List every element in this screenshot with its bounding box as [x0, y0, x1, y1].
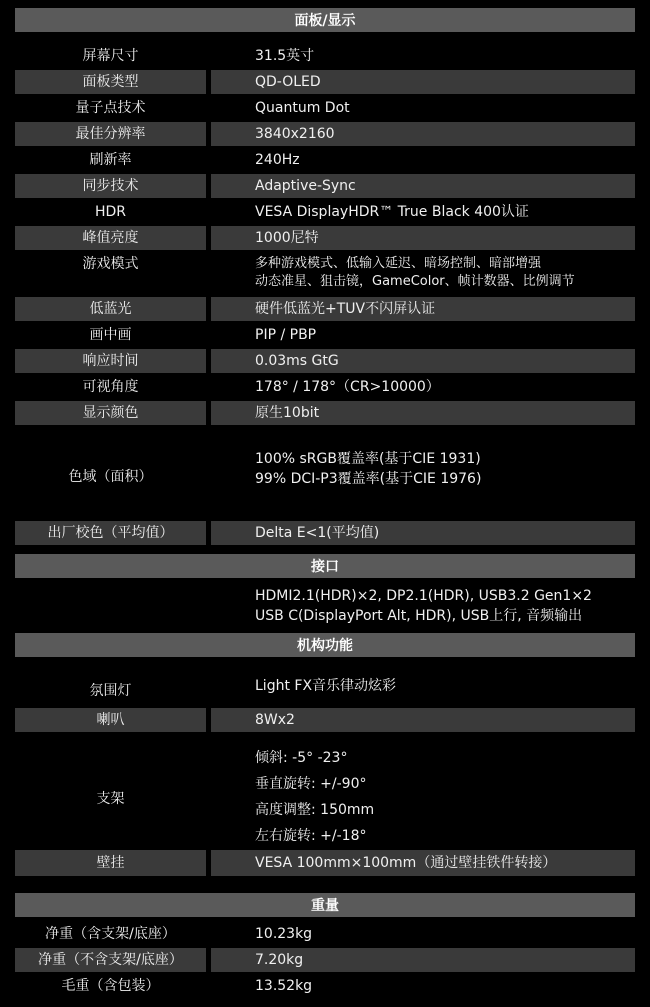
spec-label: 氛围灯 [89, 683, 132, 699]
spec-value: 240Hz [255, 152, 300, 168]
spec-label: 屏幕尺寸 [82, 48, 139, 64]
spec-value: 31.5英寸 [255, 48, 315, 64]
spec-value-line: USB C(DisplayPort Alt, HDR), USB上行, 音频输出 [255, 608, 583, 624]
spec-value: 原生10bit [255, 405, 320, 421]
spec-row-response [15, 349, 635, 373]
spec-value-line: 高度调整: 150mm [255, 802, 375, 818]
spec-value-line: 垂直旋转: +/-90° [255, 776, 367, 792]
section-header-io: 接口 [15, 554, 635, 578]
spec-label: 壁挂 [96, 855, 125, 871]
spec-row-brightness [15, 226, 635, 250]
spec-row-gross-weight [15, 974, 635, 998]
spec-value-line: HDMI2.1(HDR)×2, DP2.1(HDR), USB3.2 Gen1×2 [255, 588, 592, 604]
spec-row-ports [15, 584, 635, 628]
spec-value: Light FX音乐律动炫彩 [255, 678, 397, 694]
spec-value [255, 745, 645, 849]
section-header-features: 机构功能 [15, 633, 635, 657]
spec-row-gamut [15, 427, 635, 519]
spec-row-panel-type [15, 70, 635, 94]
spec-label: 显示颜色 [82, 405, 139, 421]
spec-label: HDR [94, 204, 127, 220]
spec-label: 同步技术 [82, 178, 139, 194]
spec-value: PIP / PBP [255, 327, 317, 343]
spec-row-size [15, 44, 635, 68]
spec-value-line: 多种游戏模式、低输入延迟、暗场控制、暗部增强 [255, 256, 542, 271]
spec-label: 量子点技术 [75, 100, 146, 116]
spec-label: 最佳分辨率 [75, 126, 146, 142]
spec-row-ambient-light [15, 664, 635, 706]
spec-value: VESA DisplayHDR™ True Black 400认证 [255, 204, 529, 220]
spec-label: 面板类型 [82, 74, 139, 90]
spec-row-speaker [15, 708, 635, 732]
spec-value: Delta E<1(平均值) [255, 525, 380, 541]
spec-label: 响应时间 [82, 353, 139, 369]
spec-label: 净重（含支架/底座） [45, 926, 176, 942]
spec-label: 低蓝光 [89, 301, 132, 317]
spec-label: 游戏模式 [82, 256, 139, 272]
spec-row-resolution [15, 122, 635, 146]
spec-value-line: 99% DCI-P3覆盖率(基于CIE 1976) [255, 471, 482, 487]
spec-label: 可视角度 [82, 379, 139, 395]
spec-value [255, 586, 645, 626]
spec-value: 13.52kg [255, 978, 313, 994]
spec-row-net-weight-with-stand [15, 922, 635, 946]
spec-row-pip [15, 323, 635, 347]
spec-label: 净重（不含支架/底座） [38, 952, 183, 968]
spec-row-low-blue-light [15, 297, 635, 321]
spec-label: 毛重（含包装） [61, 978, 160, 994]
spec-value-line: 倾斜: -5° -23° [255, 750, 348, 766]
spec-label: 出厂校色（平均值） [47, 525, 174, 541]
spec-value: 0.03ms GtG [255, 353, 339, 369]
spec-row-quantum-dot [15, 96, 635, 120]
spec-label: 喇叭 [96, 712, 125, 728]
spec-row-hdr [15, 200, 635, 224]
spec-value: 1000尼特 [255, 230, 319, 246]
spec-value: Quantum Dot [255, 100, 350, 116]
spec-value: 10.23kg [255, 926, 313, 942]
spec-row-calibration [15, 521, 635, 545]
spec-row-color-depth [15, 401, 635, 425]
section-header-panel: 面板/显示 [15, 8, 635, 32]
spec-label: 支架 [96, 791, 125, 807]
spec-value-line: 100% sRGB覆盖率(基于CIE 1931) [255, 451, 481, 467]
spec-value: 178° / 178°（CR>10000） [255, 379, 440, 395]
spec-row-sync [15, 174, 635, 198]
spec-label: 刷新率 [89, 152, 132, 168]
section-header-weight: 重量 [15, 893, 635, 917]
spec-row-stand [15, 734, 635, 848]
spec-row-wall-mount [15, 850, 635, 876]
spec-label: 峰值亮度 [82, 230, 139, 246]
spec-value: 7.20kg [255, 952, 304, 968]
spec-row-viewing-angle [15, 375, 635, 399]
spec-value [255, 449, 645, 489]
spec-value [255, 255, 645, 291]
spec-value: 8Wx2 [255, 712, 295, 728]
spec-value: VESA 100mm×100mm（通过壁挂铁件转接） [255, 855, 557, 871]
spec-value: 3840x2160 [255, 126, 335, 142]
spec-row-game-mode [15, 252, 635, 296]
spec-row-refresh [15, 148, 635, 172]
spec-value: Adaptive-Sync [255, 178, 356, 194]
spec-value-line: 左右旋转: +/-18° [255, 828, 367, 844]
spec-label: 画中画 [89, 327, 132, 343]
spec-row-net-weight-without-stand [15, 948, 635, 972]
spec-label: 色域（面积） [68, 469, 153, 485]
spec-value: 硬件低蓝光+TUV不闪屏认证 [255, 301, 436, 317]
spec-value-line: 动态准星、狙击镜，GameColor、帧计数器、比例调节 [255, 274, 575, 289]
spec-value: QD-OLED [255, 74, 321, 90]
